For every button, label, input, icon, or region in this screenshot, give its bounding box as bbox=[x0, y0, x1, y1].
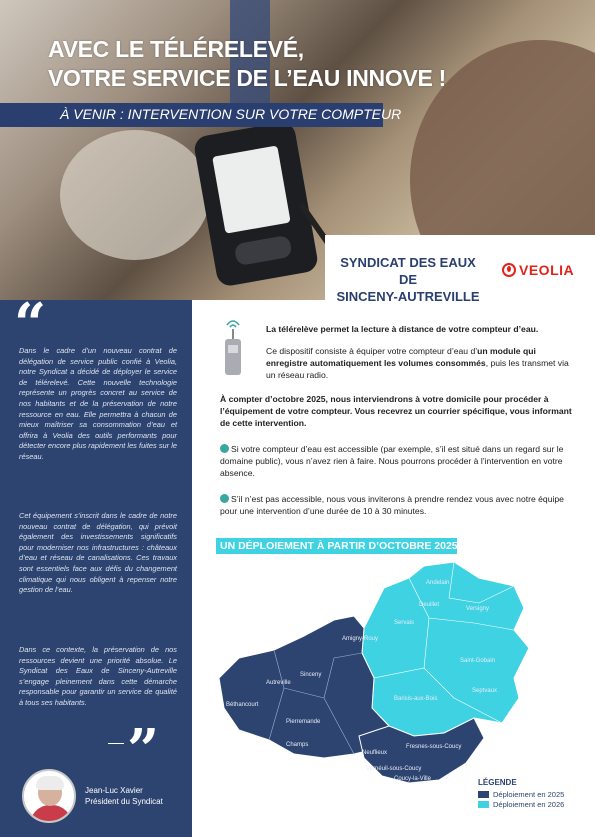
open-quote-icon: “ bbox=[14, 291, 47, 357]
accessible-paragraph bbox=[220, 443, 576, 479]
syndicat-name bbox=[335, 254, 481, 305]
veolia-logo-text: VEOLIA bbox=[519, 262, 575, 278]
device-text-1: Ce dispositif consiste à équiper votre compteur d’eau d’ bbox=[266, 346, 478, 356]
legend-label: Déploiement en 2025 bbox=[493, 790, 565, 799]
avatar-hair bbox=[36, 776, 64, 790]
commune-label: Andelain bbox=[426, 580, 450, 586]
veolia-drop-icon bbox=[502, 263, 516, 277]
avatar-body bbox=[30, 805, 72, 823]
commune-label: Vernéuil-sous-Coucy bbox=[366, 766, 422, 772]
device-text-bold: un module qui enregistre automatiquement les volumes consommés bbox=[266, 346, 536, 368]
radio-meter-icon bbox=[222, 317, 244, 377]
commune-label: Béthancourt bbox=[226, 702, 259, 708]
reader-keypad bbox=[234, 235, 293, 266]
quote-paragraph-2: Cet équipement s’inscrit dans le cadre de notre nouveau contrat de délégation, qui prévoit également des investissements significatifs pour moderniser nos infrastructures : châteaux d’eau et réseau de canalisations. Ces travaux sont essentiels face aux défis du changement climatique qui nous obligent à repenser notre gestion de l’eau. bbox=[19, 511, 177, 595]
reader-screen bbox=[212, 145, 291, 233]
check-icon bbox=[220, 444, 229, 453]
legend-title: LÉGENDE bbox=[478, 778, 517, 787]
map-section-title: UN DÉPLOIEMENT À PARTIR D’OCTOBRE 2025 bbox=[220, 540, 458, 552]
title-line-2: VOTRE SERVICE DE L’EAU INNOVE ! bbox=[48, 65, 446, 91]
accessible-text: Si votre compteur d’eau est accessible (par exemple, s’il est situé dans un regard sur le domaine public), vous n’avez rien à faire. Nous pourrons procéder à l’intervention en votre absence. bbox=[220, 444, 564, 478]
veolia-logo bbox=[502, 262, 574, 278]
commune-label: Servais bbox=[394, 620, 415, 626]
commune-label: Versigny bbox=[466, 606, 490, 612]
commune-label: Coucy-la-Ville bbox=[394, 776, 431, 782]
commune-label: Deuillet bbox=[419, 602, 440, 608]
syndicat-line-2: SINCENY-AUTREVILLE bbox=[336, 289, 480, 304]
not-accessible-paragraph bbox=[220, 493, 576, 517]
zone-2026 bbox=[362, 562, 529, 736]
commune-label: Autreville bbox=[266, 680, 291, 686]
commune-label: Barisis-aux-Bois bbox=[394, 696, 438, 702]
person-role: Président du Syndicat bbox=[85, 797, 163, 806]
legend-item-2025 bbox=[478, 790, 564, 799]
close-icon bbox=[220, 494, 229, 503]
legend-label: Déploiement en 2026 bbox=[493, 800, 565, 809]
water-meter-shape bbox=[60, 130, 210, 260]
not-accessible-text: S’il n’est pas accessible, nous vous inviterons à prendre rendez vous avec notre équipe pour une intervention d’une durée de 10 à 30 minutes. bbox=[220, 494, 564, 516]
device-paragraph bbox=[266, 345, 576, 381]
syndicat-line-1: SYNDICAT DES EAUX DE bbox=[340, 255, 476, 287]
commune-label: Septvaux bbox=[472, 688, 498, 694]
commune-label: Neuflieux bbox=[362, 750, 388, 756]
quote-divider bbox=[108, 743, 124, 744]
commune-label: Sinceny bbox=[300, 672, 322, 678]
commune-label: Pierremande bbox=[286, 719, 321, 725]
commune-label: Amigny-Rouy bbox=[342, 636, 379, 642]
schedule-paragraph: À compter d’octobre 2025, nous interviendrons à votre domicile pour procéder à l’équipement de votre compteur. Vous recevrez un courrier spécifique, vous informant de cette intervention. bbox=[220, 394, 572, 428]
title-line-1: AVEC LE TÉLÉRELEVÉ, bbox=[48, 36, 304, 62]
commune-label: Saint-Gobain bbox=[460, 658, 496, 664]
close-quote-icon: ” bbox=[127, 717, 160, 783]
legend-swatch-2025 bbox=[478, 791, 489, 798]
commune-label: Fresnes-sous-Coucy bbox=[406, 744, 462, 750]
page-subtitle: À VENIR : INTERVENTION SUR VOTRE COMPTEUR bbox=[60, 106, 402, 122]
person-name: Jean-Luc Xavier bbox=[85, 786, 143, 795]
legend-swatch-2026 bbox=[478, 801, 489, 808]
device-text-2: , puis les transmet via un réseau radio. bbox=[266, 358, 569, 380]
commune-label: Champs bbox=[286, 742, 309, 748]
intro-text: La télérelève permet la lecture à distance de votre compteur d’eau. bbox=[266, 324, 539, 334]
deployment-map bbox=[214, 558, 584, 788]
page-title bbox=[48, 35, 446, 93]
legend-item-2026 bbox=[478, 800, 564, 809]
quote-paragraph-1: Dans le cadre d’un nouveau contrat de délégation de service public confié à Veolia, notre Syndicat a décidé de déployer le service de télérelevé. Cette nouvelle technologie représente un progrès concret au service de nos habitants et de la préservation de notre ressource en eau. Elle permettra à chacun de mieux maîtriser sa consommation d’eau et offrira à Veolia des outils performants pour détecter encore plus rapidement les fuites sur le réseau. bbox=[19, 346, 177, 461]
quote-paragraph-3: Dans ce contexte, la préservation de nos ressources devient une priorité absolue. Le Syndicat des Eaux de Sinceny-Autreville s’engage pleinement dans cette démarche responsable pour garantir un service de qualité à tous ses habitants. bbox=[19, 645, 177, 707]
avatar bbox=[22, 769, 76, 823]
